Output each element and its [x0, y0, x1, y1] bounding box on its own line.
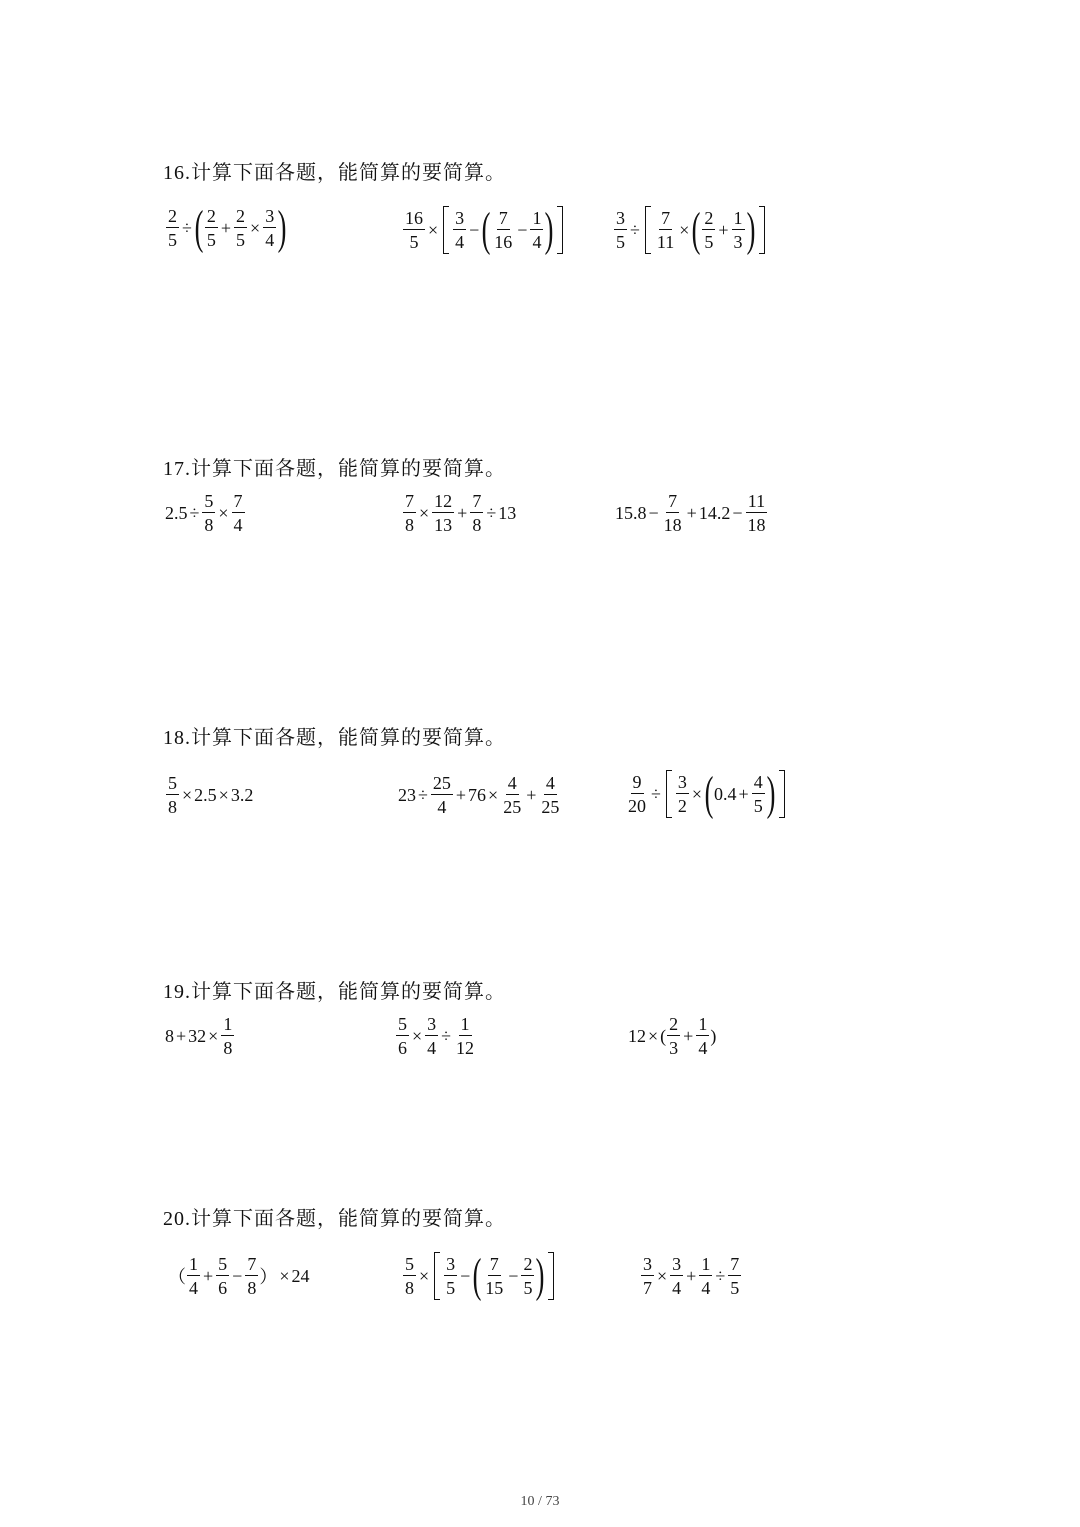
problem-18-heading: 18.计算下面各题，能简算的要简算。 — [163, 725, 506, 749]
fraction: $\frac{3}{5}$ — [616, 208, 625, 252]
fraction: $\frac{2}{3}$ — [669, 1014, 679, 1058]
problem-16-expression-1: $\frac{2}{5}$ ÷ ( $\frac{2}{5}$ + $\frac{2}{5}$ × $\frac{3}{4}$ ) — [168, 201, 287, 254]
problem-16-expression-2: $\frac{16}{5}$ × $\frac{3}{4}$ − ( $\frac{7}{16}$ − $\frac{1}{4}$ ) — [402, 206, 566, 254]
problem-17-expression-2: $\frac{7}{8}$ × $\frac{12}{13}$ + $\frac{7}{8}$ ÷ 13 — [405, 491, 517, 535]
fraction: $\frac{1}{4}$ — [532, 208, 542, 252]
problem-20-heading: 20.计算下面各题，能简算的要简算。 — [163, 1206, 506, 1230]
fraction: $\frac{7}{5}$ — [730, 1254, 740, 1298]
fraction: $\frac{4}{5}$ — [753, 772, 763, 816]
fraction: $\frac{1}{8}$ — [223, 1014, 233, 1058]
problem-18-expression-1: $\frac{5}{8}$ × 2.5 × 3.2 — [168, 773, 254, 817]
right-bracket — [779, 770, 785, 818]
fraction: $\frac{7}{8}$ — [247, 1254, 257, 1298]
fraction: $\frac{4}{25}$ — [541, 773, 560, 817]
problem-19-expression-3: 12 × ( $\frac{2}{3}$ + $\frac{1}{4}$ ) — [628, 1014, 717, 1058]
fraction: $\frac{2}{5}$ — [236, 206, 246, 250]
fraction: $\frac{5}{6}$ — [398, 1014, 407, 1058]
fraction: $\frac{1}{4}$ — [701, 1254, 711, 1298]
left-bracket — [645, 206, 651, 254]
problem-20-expression-1: （ $\frac{1}{4}$ + $\frac{5}{6}$ − $\frac{7}{8}$ ） × 24 — [168, 1254, 310, 1298]
fraction: $\frac{16}{5}$ — [405, 208, 423, 252]
fraction: $\frac{5}{8}$ — [204, 491, 214, 535]
problem-17-expression-1: 2.5 ÷ $\frac{5}{8}$ × $\frac{7}{4}$ — [165, 491, 243, 535]
fraction: $\frac{1}{4}$ — [698, 1014, 708, 1058]
fraction: $\frac{1}{3}$ — [733, 208, 743, 252]
problem-18-expression-3: $\frac{9}{20}$ ÷ $\frac{3}{2}$ × ( 0.4 + $\frac{4}{5}$ ) — [625, 770, 788, 818]
fraction: $\frac{9}{20}$ — [628, 772, 646, 816]
fraction: $\frac{11}{18}$ — [747, 491, 766, 535]
right-bracket — [759, 206, 765, 254]
left-bracket — [666, 770, 672, 818]
problem-17-expression-3: 15.8 − $\frac{7}{18}$ + 14.2 − $\frac{11}{18}$ — [615, 491, 766, 535]
fraction: $\frac{5}{8}$ — [168, 773, 177, 817]
fraction: $\frac{3}{4}$ — [427, 1014, 437, 1058]
fraction: $\frac{7}{15}$ — [485, 1254, 504, 1298]
fraction: $\frac{2}{5}$ — [523, 1254, 533, 1298]
left-bracket — [434, 1252, 440, 1300]
fraction: $\frac{5}{6}$ — [218, 1254, 228, 1298]
fraction: $\frac{4}{25}$ — [503, 773, 522, 817]
fraction: $\frac{7}{4}$ — [233, 491, 243, 535]
fraction: $\frac{2}{5}$ — [168, 206, 177, 250]
problem-16-heading: 16.计算下面各题，能简算的要简算。 — [163, 160, 506, 184]
fraction: $\frac{2}{5}$ — [206, 206, 216, 250]
fraction: $\frac{1}{12}$ — [456, 1014, 475, 1058]
fraction: $\frac{3}{2}$ — [677, 772, 687, 816]
fraction: $\frac{3}{7}$ — [643, 1254, 652, 1298]
right-bracket — [548, 1252, 554, 1300]
fraction: $\frac{7}{8}$ — [472, 491, 482, 535]
fraction: $\frac{3}{4}$ — [265, 206, 275, 250]
fraction: $\frac{7}{16}$ — [494, 208, 513, 252]
fraction: $\frac{12}{13}$ — [434, 491, 453, 535]
fraction: $\frac{25}{4}$ — [432, 773, 451, 817]
fraction: $\frac{7}{11}$ — [656, 208, 675, 252]
fraction: $\frac{3}{5}$ — [446, 1254, 456, 1298]
fraction: $\frac{3}{4}$ — [672, 1254, 682, 1298]
problem-19-expression-1: 8 + 32 × $\frac{1}{8}$ — [165, 1014, 233, 1058]
left-bracket — [443, 206, 449, 254]
problem-16-expression-3: $\frac{3}{5}$ ÷ $\frac{7}{11}$ × ( $\frac{2}{5}$ + $\frac{1}{3}$ ) — [613, 206, 768, 254]
fraction: $\frac{7}{18}$ — [663, 491, 682, 535]
fraction: $\frac{2}{5}$ — [704, 208, 714, 252]
problem-18-expression-2: 23 ÷ $\frac{25}{4}$ + 76 × $\frac{4}{25}$ + $\frac{4}{25}$ — [398, 773, 560, 817]
page-number: 10 / 73 — [520, 1494, 560, 1509]
problem-19-heading: 19.计算下面各题，能简算的要简算。 — [163, 979, 506, 1003]
fraction: $\frac{7}{8}$ — [405, 491, 414, 535]
problem-17-heading: 17.计算下面各题，能简算的要简算。 — [163, 456, 506, 480]
fraction: $\frac{1}{4}$ — [189, 1254, 198, 1298]
problem-20-expression-2: $\frac{5}{8}$ × $\frac{3}{5}$ − ( $\frac{7}{15}$ − $\frac{2}{5}$ ) — [402, 1252, 557, 1300]
fraction: $\frac{3}{4}$ — [455, 208, 465, 252]
problem-20-expression-3: $\frac{3}{7}$ × $\frac{3}{4}$ + $\frac{1}{4}$ ÷ $\frac{7}{5}$ — [643, 1254, 740, 1298]
problem-19-expression-2: $\frac{5}{6}$ × $\frac{3}{4}$ ÷ $\frac{1}{12}$ — [398, 1014, 475, 1058]
fraction: $\frac{5}{8}$ — [405, 1254, 414, 1298]
right-bracket — [557, 206, 563, 254]
